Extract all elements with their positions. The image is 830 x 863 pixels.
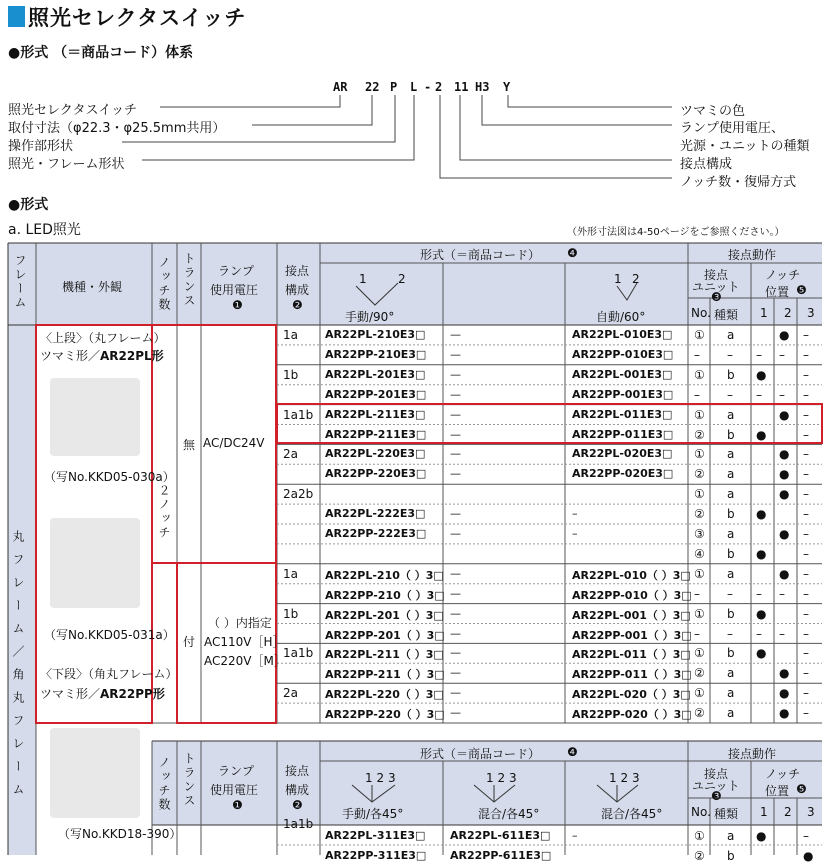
row-0-unit-no: ① [694, 328, 705, 342]
row-18-notch-3: – [803, 686, 809, 701]
row-9-form-a: AR22PL-222E3□ [325, 507, 426, 521]
diag4-digits: 1 2 3 [486, 771, 517, 785]
hdr-contact-1: 接点 [285, 264, 310, 278]
row-6-unit-no: ① [694, 447, 705, 462]
row-9-notch-3: – [803, 507, 809, 522]
row-13-unit-no: – [694, 586, 700, 601]
row-14-contact: 1b [283, 606, 299, 621]
row-2-unit-no: ① [694, 367, 705, 382]
left-label-2: 操作部形状 [8, 139, 74, 154]
row-0-form-a: AR22PL-210E3□ [325, 328, 426, 341]
voltage-dc24: AC/DC24V [203, 436, 265, 450]
row-10-unit-kind: a [727, 527, 735, 541]
hdr2-contact-1: 接点 [285, 764, 310, 778]
row-4-notch-3: – [803, 407, 809, 422]
right-label-4: ノッチ数・復帰方式 [680, 175, 797, 190]
row-15-unit-kind: – [727, 626, 733, 641]
row-6-notch-2: ● [779, 447, 790, 462]
row-4-form-b: — [450, 407, 461, 421]
hdr2-unit-2: ユニット [692, 779, 740, 793]
sub-title-led: a. LED照光 [8, 222, 81, 238]
section-form: ●形式 [8, 197, 49, 213]
row-18-unit-kind: a [727, 686, 735, 701]
row-15-notch-3: – [803, 626, 809, 641]
hdr2-trans: トランス [182, 752, 196, 808]
row-6-contact: 2a [283, 447, 298, 462]
code-part-1: 22 [365, 80, 380, 94]
code-part-6: 11 [454, 80, 469, 94]
row-13-notch-2: – [779, 586, 785, 601]
row-18-notch-2: ● [779, 686, 790, 701]
row-4-unit-no: ① [694, 407, 705, 422]
row-14-notch-3: – [803, 606, 809, 621]
row-7-form-b: — [450, 467, 461, 481]
row-17-unit-kind: a [727, 666, 735, 681]
row-4-notch-2: ● [779, 407, 790, 422]
code-part-0: AR [333, 80, 348, 94]
row-3-notch-1: – [756, 387, 762, 402]
row-7-form-a: AR22PP-220E3□ [325, 467, 427, 481]
left-label-3: 照光・フレーム形状 [8, 157, 125, 172]
hdr-trans: トランス [182, 252, 196, 308]
hdr2-p1: 1 [760, 805, 768, 819]
hdr-lamp: ランプ [218, 264, 255, 278]
row-0-notch-2: ● [779, 328, 790, 342]
row-13-notch-3: – [803, 586, 809, 601]
row-19-form-a: AR22PP-220（ ）3□ [325, 708, 445, 722]
row-19-unit-kind: a [727, 706, 735, 721]
diag3-digits: 1 2 3 [365, 771, 396, 785]
row-15-unit-no: – [694, 626, 700, 641]
row-19-form-b: — [450, 706, 461, 720]
diag-mixed45b: 混合/各45° [601, 807, 663, 821]
hdr-no: No. [691, 306, 711, 320]
row-9-notch-1: ● [756, 507, 767, 522]
row-11-unit-kind: b [727, 546, 735, 561]
row-11-notch-3: – [803, 546, 809, 561]
row-5-unit-no: ② [694, 427, 705, 442]
row-6-notch-3: – [803, 447, 809, 462]
left-label-0: 照光セレクタスイッチ [8, 103, 137, 118]
hdr2-notch-count: ノッチ数 [157, 756, 171, 812]
row-15-notch-1: – [756, 626, 762, 641]
photo2-caption: （写No.KKD05-031a） [44, 628, 175, 642]
row-2-form-d: AR22PL-001E3□ [572, 367, 673, 381]
hdr-action: 接点動作 [728, 248, 777, 262]
row-12-unit-kind: a [727, 566, 735, 581]
diag1-1: 1 [359, 272, 367, 286]
hdr2-lamp-voltage: 使用電圧 [210, 783, 259, 797]
row-1-unit-kind: – [727, 347, 733, 362]
page-title: 照光セレクタスイッチ [28, 6, 247, 30]
hdr-p2: 2 [784, 306, 792, 320]
row-4-contact: 1a1b [283, 407, 314, 422]
hdr-notch-pos-1: ノッチ [765, 268, 801, 282]
row-1-form-b: — [450, 347, 461, 361]
hdr2-notch-num: ❺ [796, 782, 807, 796]
row-18-form-a: AR22PL-220（ ）3□ [325, 688, 444, 702]
diag-manual45: 手動/各45° [342, 807, 404, 821]
row-2-form-b: — [450, 367, 461, 381]
row-6-form-d: AR22PL-020E3□ [572, 447, 673, 461]
row-0-notch-3: – [803, 328, 809, 342]
row-17-form-d: AR22PP-011（ ）3□ [572, 668, 692, 682]
row-1-notch-3: – [803, 347, 809, 362]
hdr2-action: 接点動作 [728, 747, 777, 761]
row2-1-unit-kind: b [727, 849, 735, 863]
row-18-form-d: AR22PL-020（ ）3□ [572, 688, 691, 702]
row2-1-form-b: AR22PP-611E3□ [450, 849, 552, 862]
code-part-2: P [390, 80, 398, 94]
row-3-notch-2: – [779, 387, 785, 402]
row-17-form-b: — [450, 666, 461, 680]
row-0-unit-kind: a [727, 328, 735, 342]
row-15-form-b: — [450, 626, 461, 640]
row-5-form-a: AR22PP-211E3□ [325, 427, 427, 441]
notch-text: ２ノッチ [157, 484, 171, 540]
row-16-unit-kind: b [727, 646, 735, 661]
product-photo-1 [50, 378, 140, 456]
frame-text: 丸フレーム／角丸フレーム [11, 530, 25, 806]
lower-label: 〈下段〉（角丸フレーム） [40, 667, 178, 681]
diag5-digits: 1 2 3 [609, 771, 640, 785]
row2-0-unit-kind: a [727, 829, 735, 843]
upper-type: ツマミ形／AR22PL形 [40, 349, 164, 363]
row-3-form-d: AR22PP-001E3□ [572, 387, 674, 401]
left-label-1: 取付寸法（φ22.3・φ25.5mm共用） [8, 121, 226, 136]
voltage-spec-3: AC220V［M］ [204, 654, 286, 668]
row2-0-contact: 1a1b [283, 817, 314, 831]
hdr-notch-num: ❺ [796, 283, 807, 297]
row-17-notch-3: – [803, 666, 809, 681]
row2-0-notch-3: – [803, 829, 809, 843]
hdr2-lamp-num: ❶ [232, 798, 243, 812]
row-18-contact: 2a [283, 686, 298, 701]
diag-manual90: 手動/90° [345, 310, 395, 324]
row-3-notch-3: – [803, 387, 809, 402]
row-14-form-b: — [450, 606, 461, 620]
row-17-form-a: AR22PP-211（ ）3□ [325, 668, 445, 682]
row-3-unit-kind: – [727, 387, 733, 402]
row-16-form-a: AR22PL-211（ ）3□ [325, 648, 444, 662]
trans-none: 無 [183, 438, 196, 452]
row-16-form-d: AR22PL-011（ ）3□ [572, 648, 691, 662]
row-12-contact: 1a [283, 566, 298, 581]
row-18-form-b: — [450, 686, 461, 700]
hdr-contact-num: ❷ [292, 298, 303, 312]
hdr2-p2: 2 [784, 805, 792, 819]
row-11-unit-no: ④ [694, 546, 705, 561]
row-4-form-a: AR22PL-211E3□ [325, 407, 426, 421]
row-9-unit-no: ② [694, 507, 705, 522]
row-0-form-d: AR22PL-010E3□ [572, 328, 673, 341]
row-7-notch-3: – [803, 467, 809, 482]
code-part-7: H3 [475, 80, 490, 94]
row-17-unit-no: ② [694, 666, 705, 681]
row-10-notch-3: – [803, 527, 809, 541]
trans-yes: 付 [183, 635, 196, 649]
row-16-contact: 1a1b [283, 646, 314, 661]
row-16-unit-no: ① [694, 646, 705, 661]
row-6-form-b: — [450, 447, 461, 461]
row-7-unit-no: ② [694, 467, 705, 482]
row-4-unit-kind: a [727, 407, 735, 422]
row-16-notch-3: – [803, 646, 809, 661]
row2-0-form-d: – [572, 829, 578, 842]
row-5-unit-kind: b [727, 427, 735, 442]
hdr-contact-2: 構成 [285, 283, 310, 297]
hdr2-form-num: ❹ [567, 745, 578, 759]
row-9-form-b: — [450, 507, 461, 521]
row-2-notch-3: – [803, 367, 809, 382]
row-13-notch-1: – [756, 586, 762, 601]
row-8-contact: 2a2b [283, 487, 314, 502]
row-10-form-a: AR22PP-222E3□ [325, 527, 427, 540]
row-2-form-a: AR22PL-201E3□ [325, 367, 426, 381]
right-label-2: 光源・ユニットの種類 [680, 139, 810, 154]
row-5-notch-1: ● [756, 427, 767, 442]
row-12-form-a: AR22PL-210（ ）3□ [325, 568, 444, 582]
code-part-3: L [410, 80, 418, 94]
row-3-unit-no: – [694, 387, 700, 402]
row-1-notch-1: – [756, 347, 762, 362]
row2-1-notch-3: ● [803, 849, 814, 863]
hdr-unit-2: ユニット [692, 280, 740, 294]
row-1-form-a: AR22PP-210E3□ [325, 347, 427, 361]
row2-1-form-a: AR22PP-311E3□ [325, 849, 427, 862]
diag2-1: 1 [614, 272, 622, 286]
row-13-form-a: AR22PP-210（ ）3□ [325, 588, 445, 602]
hdr-form-num: ❹ [567, 246, 578, 260]
row-14-unit-no: ① [694, 606, 705, 621]
row-8-notch-3: – [803, 487, 809, 502]
row-7-form-d: AR22PP-020E3□ [572, 467, 674, 481]
row2-0-form-b: AR22PL-611E3□ [450, 829, 551, 842]
row-9-unit-kind: b [727, 507, 735, 522]
row-8-unit-no: ① [694, 487, 705, 502]
row-6-unit-kind: a [727, 447, 735, 462]
section-code-system: ●形式 （＝商品コード）体系 [8, 45, 194, 61]
row-5-form-d: AR22PP-011E3□ [572, 427, 674, 441]
hdr-model: 機種・外観 [62, 280, 123, 294]
row-2-unit-kind: b [727, 367, 735, 382]
row-11-notch-1: ● [756, 546, 767, 561]
row-4-form-d: AR22PL-011E3□ [572, 407, 673, 421]
row-13-form-b: — [450, 586, 461, 600]
row-3-form-b: — [450, 387, 461, 401]
row-19-form-d: AR22PP-020（ ）3□ [572, 708, 692, 722]
row-13-form-d: AR22PP-010（ ）3□ [572, 588, 692, 602]
row-10-unit-no: ③ [694, 527, 705, 541]
row-17-notch-2: ● [779, 666, 790, 681]
hdr-lamp-voltage: 使用電圧 [210, 283, 259, 297]
row-16-notch-1: ● [756, 646, 767, 661]
hdr-kind: 種類 [714, 308, 739, 322]
photo1-caption: （写No.KKD05-030a） [44, 470, 175, 484]
photo3-caption: （写No.KKD18-390） [58, 827, 182, 841]
diag2-2: 2 [632, 272, 640, 286]
row-14-form-a: AR22PL-201（ ）3□ [325, 608, 444, 622]
code-part-4: - [424, 80, 432, 94]
row-12-form-d: AR22PL-010（ ）3□ [572, 568, 691, 582]
product-photo-3 [50, 728, 140, 818]
row-15-notch-2: – [779, 626, 785, 641]
hdr2-unit-num: ❸ [711, 789, 722, 803]
row-0-contact: 1a [283, 328, 298, 342]
hdr-unit-1: 接点 [704, 268, 729, 282]
diag-auto60: 自動/60° [596, 310, 646, 324]
hdr2-notch-pos-2: 位置 [765, 784, 790, 798]
hdr2-kind: 種類 [714, 807, 739, 821]
row-10-form-d: – [572, 527, 578, 540]
row-5-notch-3: – [803, 427, 809, 442]
reference-note: （外形寸法図は4-50ページをご参照ください。） [567, 227, 785, 238]
hdr2-contact-2: 構成 [285, 783, 310, 797]
voltage-spec-1: （ ）内指定 [208, 616, 272, 630]
row-7-notch-2: ● [779, 467, 790, 482]
row-10-notch-2: ● [779, 527, 790, 541]
hdr2-no: No. [691, 805, 711, 819]
lower-type: ツマミ形／AR22PP形 [40, 687, 165, 701]
row2-0-notch-1: ● [756, 829, 767, 843]
row-3-form-a: AR22PP-201E3□ [325, 387, 427, 401]
row-12-notch-2: ● [779, 566, 790, 581]
hdr-notch-pos-2: 位置 [765, 285, 790, 299]
diag-mixed45a: 混合/各45° [478, 807, 540, 821]
row-19-unit-no: ② [694, 706, 705, 721]
code-part-5: 2 [435, 80, 443, 94]
right-label-1: ランプ使用電圧、 [680, 121, 785, 136]
hdr2-p3: 3 [807, 805, 815, 819]
row-12-form-b: — [450, 566, 461, 580]
row-14-unit-kind: b [727, 606, 735, 621]
row-13-unit-kind: – [727, 586, 733, 601]
row-9-form-d: – [572, 507, 578, 521]
row-7-unit-kind: a [727, 467, 735, 482]
row-1-notch-2: – [779, 347, 785, 362]
hdr-notch-count: ノッチ数 [157, 256, 171, 312]
row-16-form-b: — [450, 646, 461, 660]
hdr2-contact-num: ❷ [292, 798, 303, 812]
row-5-form-b: — [450, 427, 461, 441]
diag1-2: 2 [398, 272, 406, 286]
row-8-unit-kind: a [727, 487, 735, 502]
row2-1-unit-no: ② [694, 849, 705, 863]
row-15-form-d: AR22PP-001（ ）3□ [572, 628, 692, 642]
hdr-lamp-num: ❶ [232, 298, 243, 312]
product-photo-2 [50, 518, 140, 608]
row-1-form-d: AR22PP-010E3□ [572, 347, 674, 361]
row-12-notch-3: – [803, 566, 809, 581]
row-12-unit-no: ① [694, 566, 705, 581]
row-18-unit-no: ① [694, 686, 705, 701]
hdr2-unit-1: 接点 [704, 767, 729, 781]
row2-0-unit-no: ① [694, 829, 705, 843]
row-0-form-b: — [450, 328, 461, 341]
row-19-notch-2: ● [779, 706, 790, 721]
row-14-notch-1: ● [756, 606, 767, 621]
hdr-p1: 1 [760, 306, 768, 320]
right-label-3: 接点構成 [680, 157, 733, 172]
row2-0-form-a: AR22PL-311E3□ [325, 829, 426, 842]
code-part-8: Y [503, 80, 511, 94]
row-14-form-d: AR22PL-001（ ）3□ [572, 608, 691, 622]
row-1-unit-no: – [694, 347, 700, 362]
hdr2-lamp: ランプ [218, 764, 255, 778]
hdr2-form: 形式（＝商品コード） [420, 747, 541, 761]
hdr-form: 形式（＝商品コード） [420, 248, 541, 262]
row-2-notch-1: ● [756, 367, 767, 382]
hdr2-notch-pos-1: ノッチ [765, 767, 801, 781]
row-19-notch-3: – [803, 706, 809, 721]
row-10-form-b: — [450, 527, 461, 540]
row-6-form-a: AR22PL-220E3□ [325, 447, 426, 461]
upper-label: 〈上段〉（丸フレーム） [40, 331, 166, 345]
hdr-frame: フレーム [13, 254, 27, 310]
hdr-p3: 3 [807, 306, 815, 320]
row-2-contact: 1b [283, 367, 299, 382]
row-15-form-a: AR22PP-201（ ）3□ [325, 628, 445, 642]
right-label-0: ツマミの色 [680, 104, 746, 119]
row-8-notch-2: ● [779, 487, 790, 502]
voltage-spec-2: AC110V［H］ [204, 635, 285, 649]
hdr-unit-num: ❸ [711, 290, 722, 304]
